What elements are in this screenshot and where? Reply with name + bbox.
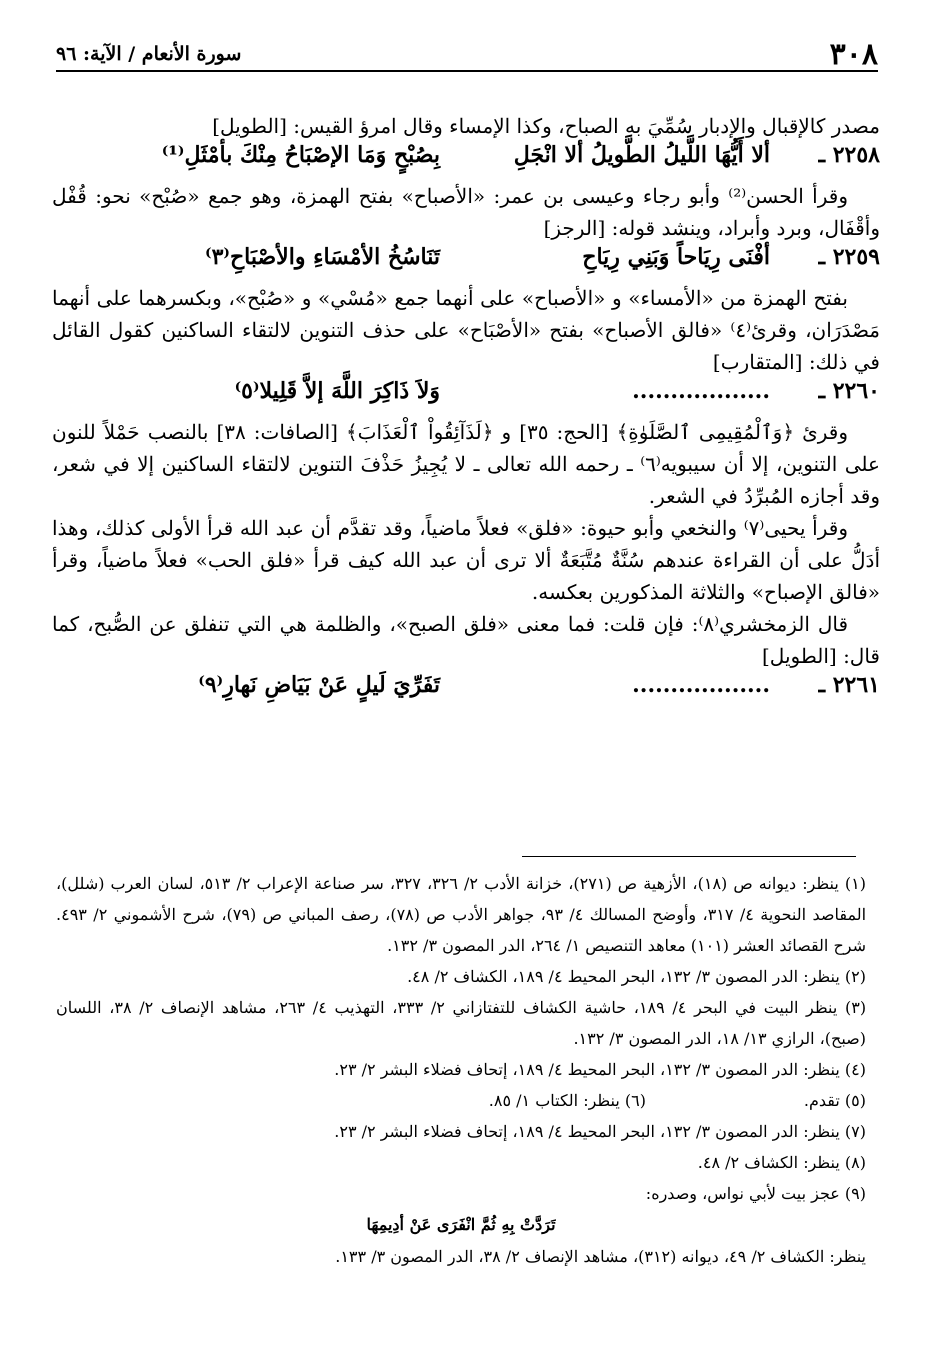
footnote: (٨) ينظر: الكشاف ٢/ ٤٨. xyxy=(697,1153,866,1172)
verse-number: ٢٢٥٨ ـ xyxy=(818,142,880,168)
verse-line xyxy=(52,142,880,180)
running-title: سورة الأنعام / الآية: ٩٦ xyxy=(56,43,242,65)
main-text xyxy=(52,110,880,710)
paragraph: وقرأ الحسن⁽²⁾ وأبو رجاء وعيسى بن عمر: «الأصباح» بفتح الهمزة، وهو جمع «صُبْح» نحو: قُفْل وأقْفَال، وبرد وأبراد، وينشد قوله: [الرجز] xyxy=(52,184,880,240)
verse-line xyxy=(52,672,880,710)
verse-first-hemistich: .................. xyxy=(632,378,770,404)
paragraph: قال الزمخشري⁽٨⁾: فإن قلت: فما معنى «فلق الصبح»، والظلمة هي التي تنفلق عن الصُّبح، كما قال: [الطويل] xyxy=(52,612,880,668)
paragraph: بفتح الهمزة من «الأمساء» و «الأصباح» على أنهما جمع «مُسْي» و «صُبْح»، وبكسرهما على أنهما مَصْدَرَان، وقرئ⁽٤⁾ «فالق الأصباح» بفتح «الأصْبَاح» على حذف التنوين لالتقاء الساكنين كقول القائل في ذلك: [المتقارب] xyxy=(52,286,881,374)
footnote: ينظر: الكشاف ٢/ ٤٩، ديوانه (٣١٢)، مشاهد الإنصاف ٢/ ٣٨، الدر المصون ٣/ ١٣٣. xyxy=(335,1247,866,1266)
footnotes xyxy=(56,868,866,1272)
verse-first-hemistich: .................. xyxy=(632,672,770,698)
verse-second-hemistich: تَفَرِّيَ لَيلٍ عَنْ بَيَاضِ نَهارِ⁽٩⁾ xyxy=(198,672,440,698)
verse-first-hemistich: أفْنَى رِيَاحاً وَبَنِي رِيَاحِ xyxy=(582,244,770,270)
verse-number: ٢٢٥٩ ـ xyxy=(818,244,880,270)
verse-first-hemistich: ألا أَيُّهَا اللَّيلُ الطَّويلُ ألا انْجَلِ xyxy=(513,142,770,168)
footnote: (١) ينظر: ديوانه ص (١٨)، الأزهية ص (٢٧١)، خزانة الأدب ٢/ ٣٢٦، ٣٢٧، سر صناعة الإعراب ٢/ ٥١٣، لسان العرب (شلل)، المقاصد النحوية ٤/ ٣١٧، وأوضح المسالك ٤/ ٩٣، جواهر الأدب ص (٧٨)، رصف المباني ص (٧٩)، شرح الأشموني ٢/ ٤٩٣. شرح القصائد العشر (١٠١) معاهد التنصيص ١/ ٢٦٤، الدر المصون ٣/ ١٣٢. xyxy=(56,874,867,955)
verse-line xyxy=(52,378,880,416)
verse-second-hemistich: وَلاَ ذَاكِرَ اللَّهَ إلاَّ قَلِيلا⁽٥⁾ xyxy=(234,378,440,404)
footnote-divider xyxy=(522,856,856,857)
footnote: (٩) عجز بيت لأبي نواس، وصدره: xyxy=(645,1184,866,1203)
page-header xyxy=(56,38,878,72)
footnote: (٦) ينظر: الكتاب ١/ ٨٥. xyxy=(488,1091,646,1110)
footnote: (٣) ينظر البيت في البحر ٤/ ١٨٩، حاشية الكشاف للتفتازاني ٢/ ٣٣٣، التهذيب ٤/ ٢٦٣، مشاهد الإنصاف ٢/ ٣٨، اللسان (صبح)، الرازي ١٣/ ١٨، الدر المصون ٣/ ١٣٢. xyxy=(56,998,867,1048)
verse-number: ٢٢٦٠ ـ xyxy=(818,378,880,404)
verse-second-hemistich: بِصُبْحٍ وَمَا الإصْبَاحُ مِنْكَ بأمْثَلِ⁽¹⁾ xyxy=(161,142,440,168)
footnote-verse: تَرَدَّتْ بِهِ ثُمَّ انْفَرَى عَنْ أدِيمِهَا xyxy=(366,1215,556,1234)
page-number: ٣٠٨ xyxy=(829,36,878,72)
footnote: (٥) تقدم. xyxy=(803,1091,866,1110)
footnote: (٧) ينظر: الدر المصون ٣/ ١٣٢، البحر المحيط ٤/ ١٨٩، إتحاف فضلاء البشر ٢/ ٢٣. xyxy=(334,1122,866,1141)
paragraph: مصدر كالإقبال والإدبار سُمِّيَ به الصباح، وكذا الإمساء وقال امرؤ القيس: [الطويل] xyxy=(212,114,880,138)
footnote-pair xyxy=(56,1085,866,1116)
verse-second-hemistich: تَنَاسُخُ الأمْسَاءِ والأصْبَاحِ⁽٣⁾ xyxy=(205,244,440,270)
paragraph: وقرأ يحيى⁽٧⁾ والنخعي وأبو حيوة: «فلق» فعلاً ماضياً، وقد تقدَّم أن عبد الله قرأ الأولى كذلك، وهذا أدَلُّ على أن القراءة عندهم سُنَّةٌ مُتَّبَعَةٌ ألا ترى أن عبد الله كيف قرأ «فلق الحب» فعلاً ماضياً، وقرأ «فالق الإصباح» والثلاثة المذكورين بعكسه. xyxy=(52,516,880,604)
verse-line xyxy=(52,244,880,282)
footnote: (٤) ينظر: الدر المصون ٣/ ١٣٢، البحر المحيط ٤/ ١٨٩، إتحاف فضلاء البشر ٢/ ٢٣. xyxy=(334,1060,866,1079)
verse-number: ٢٢٦١ ـ xyxy=(818,672,880,698)
footnote: (٢) ينظر: الدر المصون ٣/ ١٣٢، البحر المحيط ٤/ ١٨٩، الكشاف ٢/ ٤٨. xyxy=(407,967,866,986)
paragraph: وقرئ ﴿وَٱلْمُقِيمِى ٱلصَّلَوٰةِ﴾ [الحج: ٣٥] و ﴿لَذَآئِقُواْ ٱلْعَذَابَ﴾ [الصافات: ٣٨] بالنصب حَمْلاً للنون على التنوين، إلا أن سيبويه⁽٦⁾ ـ رحمه الله تعالى ـ لا يُجِيزُ حَذْفَ التنوين لالتقاء الساكنين إلا في شعر، وقد أجازه المُبرِّدُ في الشعر. xyxy=(52,420,880,508)
